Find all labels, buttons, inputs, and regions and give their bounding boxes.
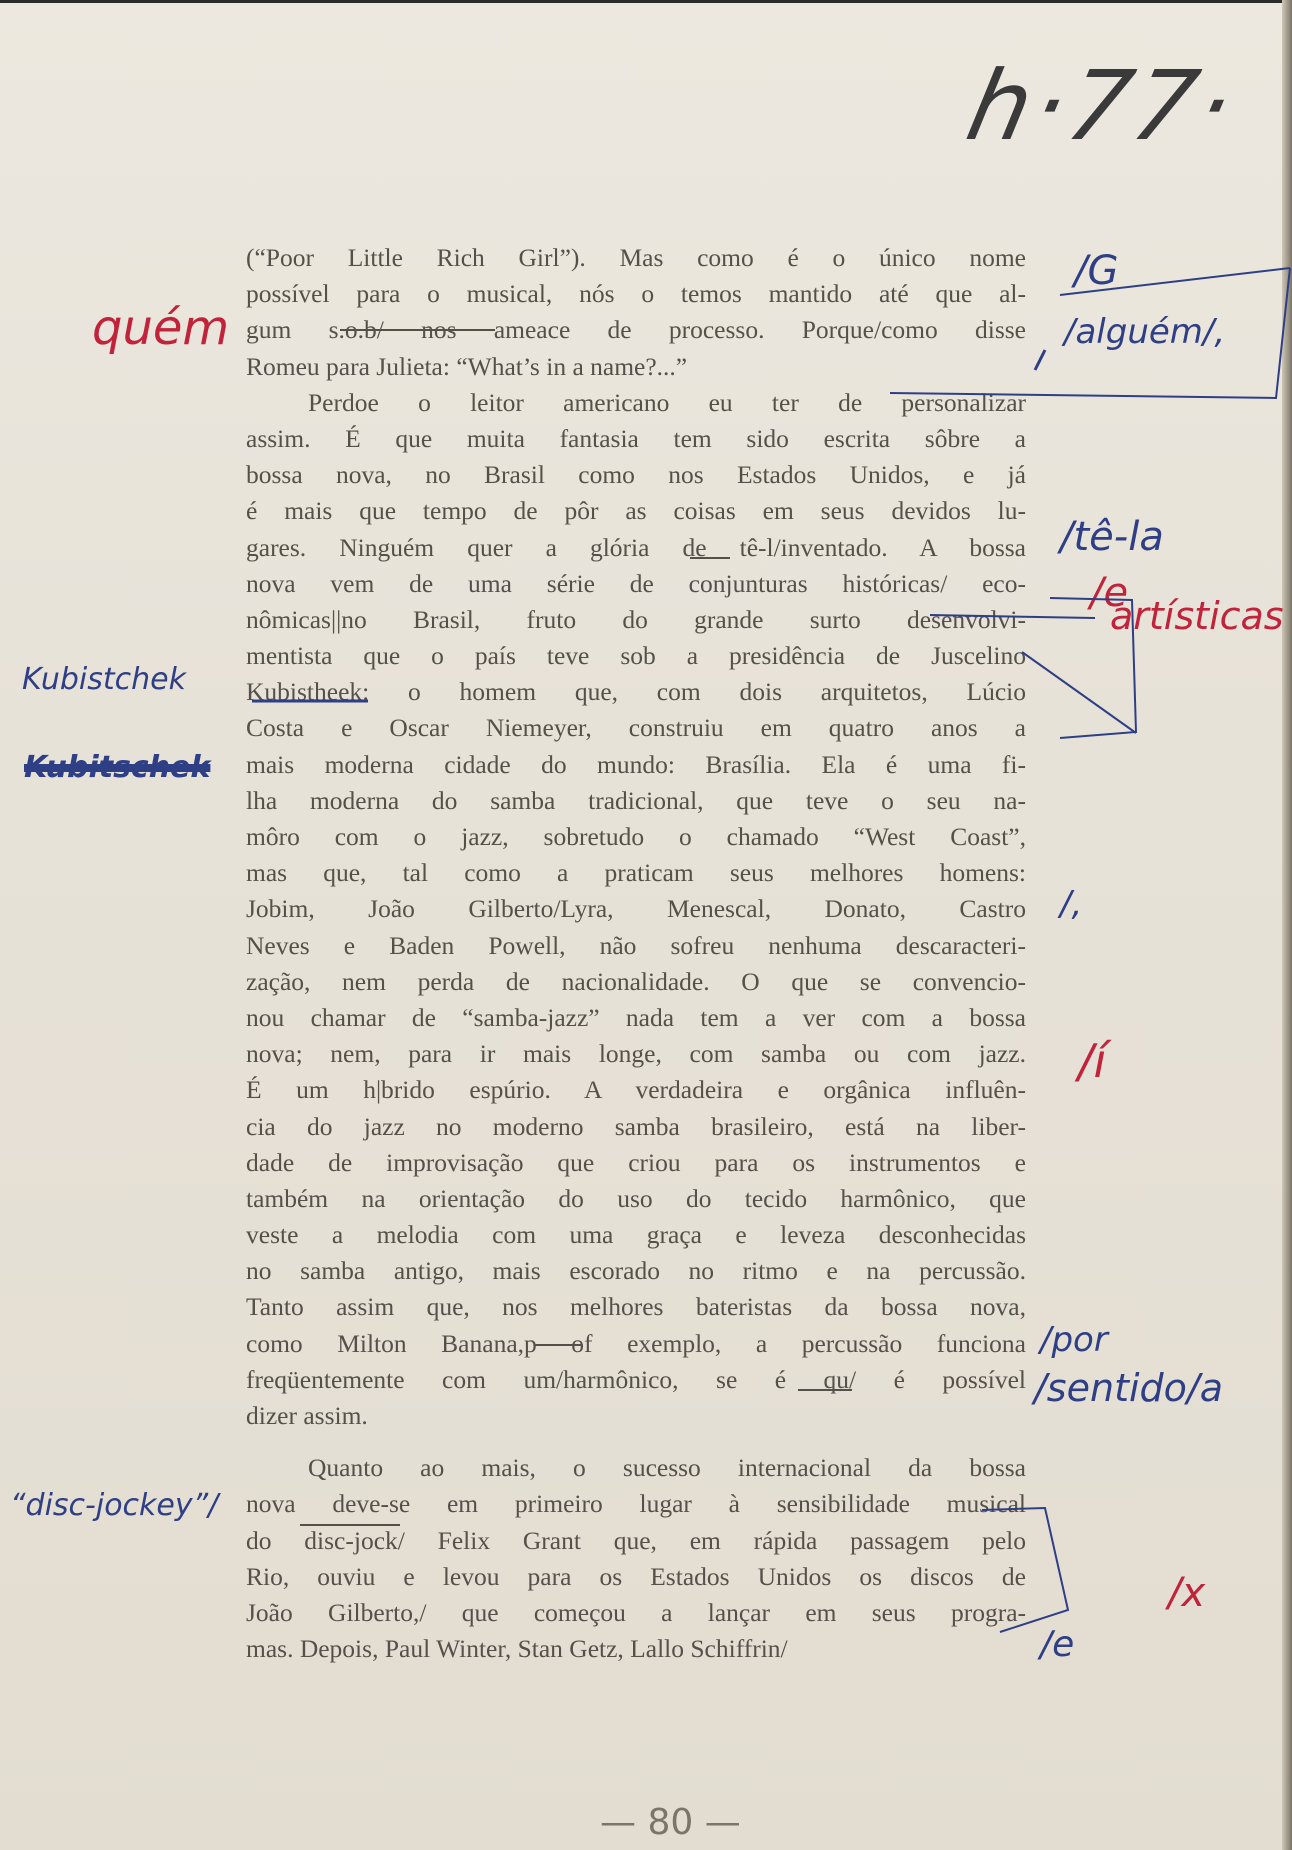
text-line: Jobim, João Gilberto/Lyra, Menescal, Donato, Castro — [246, 894, 1026, 924]
margin-note-g: /G — [1074, 248, 1119, 294]
text-line: Perdoe o leitor americano eu ter de personalizar — [308, 387, 1026, 417]
text-line: freqüentemente com um/harmônico, se é qu/ é possível — [246, 1364, 1026, 1394]
text-line: veste a melodia com uma graça e leveza desconhecidas — [246, 1220, 1026, 1250]
handwritten-page-number: h·77· — [958, 50, 1246, 162]
text-line: môro com o jazz, sobretudo o chamado “West Coast”, — [246, 822, 1026, 851]
margin-note-artisticas: artísticas — [1110, 594, 1284, 638]
diagonal-line — [1022, 652, 1136, 733]
text-line: Kubistheek: o homem que, com dois arquitetos, Lúcio — [246, 677, 1026, 707]
text-line: Quanto ao mais, o sucesso internacional da bossa — [308, 1453, 1026, 1483]
text-line: nou chamar de “samba-jazz” nada tem a ver com a bossa — [246, 1002, 1026, 1032]
text-line: Romeu para Julieta: “What’s in a name?...” — [246, 351, 688, 381]
text-line: mentista que o país teve sob a presidência de Juscelino — [246, 641, 1026, 671]
text-line: Tanto assim que, nos melhores bateristas da bossa nova, — [246, 1292, 1026, 1322]
text-line: assim. É que muita fantasia tem sido escrita sôbre a — [246, 423, 1026, 453]
text-line: É um h|brido espúrio. A verdadeira e orgânica influên- — [246, 1075, 1026, 1105]
text-line: mais moderna cidade do mundo: Brasília. Ela é uma fi- — [246, 749, 1026, 779]
margin-note-bottom-e: /e — [1040, 1624, 1075, 1665]
text-line: Rio, ouviu e levou para os Estados Unidos os discos de — [246, 1561, 1026, 1591]
text-line: também na orientação do uso do tecido harmônico, que — [246, 1183, 1026, 1213]
margin-note-por: /por — [1040, 1320, 1108, 1360]
text-line: nômicas||no Brasil, fruto do grande surto desenvolvi- — [246, 604, 1026, 634]
text-line: gares. Ninguém quer a glória de tê-l/inventado. A bossa — [246, 532, 1026, 562]
text-line: gum s.o.b/ nos ameace de processo. Porque/como disse — [246, 315, 1026, 345]
text-line: é mais que tempo de pôr as coisas em seus devidos lu- — [246, 496, 1026, 526]
printed-page-footer: — 80 — — [600, 1802, 741, 1843]
text-line: possível para o musical, nós o temos mantido até que al- — [246, 279, 1026, 309]
margin-note-comma: /, — [1060, 884, 1083, 924]
text-line: no samba antigo, mais escorado no ritmo e na percussão. — [246, 1256, 1026, 1286]
text-line: lha moderna do samba tradicional, que teve o seu na- — [246, 785, 1026, 815]
text-line: zação, nem perda de nacionalidade. O que se convencio- — [246, 966, 1026, 996]
text-line: nova; nem, para ir mais longe, com samba ou com jazz. — [246, 1039, 1026, 1069]
margin-note-kubistchek: Kubistchek — [22, 662, 186, 697]
bracket-line-artisticas — [1050, 598, 1136, 738]
margin-note-e: /e — [1090, 570, 1129, 616]
margin-note-te-la: /tê-la — [1060, 514, 1164, 560]
text-line: nova deve-se em primeiro lugar à sensibilidade musical — [246, 1489, 1026, 1519]
text-line: cia do jazz no moderno samba brasileiro, está na liber- — [246, 1111, 1026, 1141]
margin-note-sentido: /sentido/a — [1034, 1366, 1223, 1410]
bracket-line-alguem — [890, 268, 1290, 398]
text-line: do disc-jock/ Felix Grant que, em rápida passagem pelo — [246, 1525, 1026, 1555]
text-line: mas que, tal como a praticam seus melhores homens: — [246, 858, 1026, 888]
margin-note-disc-jockey: “disc-jockey”/ — [10, 1488, 219, 1523]
text-line: dizer assim. — [246, 1401, 368, 1430]
margin-note-x: /x — [1168, 1570, 1206, 1616]
margin-note-alguem: /alguém/, — [1064, 312, 1226, 352]
bracket-line-bottom — [982, 1508, 1068, 1632]
text-line: Neves e Baden Powell, não sofreu nenhuma descaracteri- — [246, 930, 1026, 960]
text-line: Costa e Oscar Niemeyer, construiu em quatro anos a — [246, 713, 1026, 743]
text-line: mas. Depois, Paul Winter, Stan Getz, Lallo Schiffrin/ — [246, 1634, 788, 1664]
text-line: nova vem de uma série de conjunturas históricas/ eco- — [246, 568, 1026, 598]
bracket-line-top — [1060, 268, 1290, 295]
text-line: João Gilberto,/ que começou a lançar em seus progra- — [246, 1597, 1026, 1627]
margin-note-i-accent: /í — [1078, 1034, 1107, 1088]
margin-note-quem: quém — [92, 300, 230, 356]
text-line: bossa nova, no Brasil como nos Estados Unidos, e já — [246, 460, 1026, 490]
text-line: como Milton Banana,p of exemplo, a percussão funciona — [246, 1328, 1026, 1358]
text-line: dade de improvisação que criou para os instrumentos e — [246, 1147, 1026, 1177]
margin-note-struck-kubitschek: Kubitschek — [24, 750, 211, 785]
text-line: (“Poor Little Rich Girl”). Mas como é o único nome — [246, 243, 1026, 272]
bracket-line-economicas — [930, 615, 1095, 618]
